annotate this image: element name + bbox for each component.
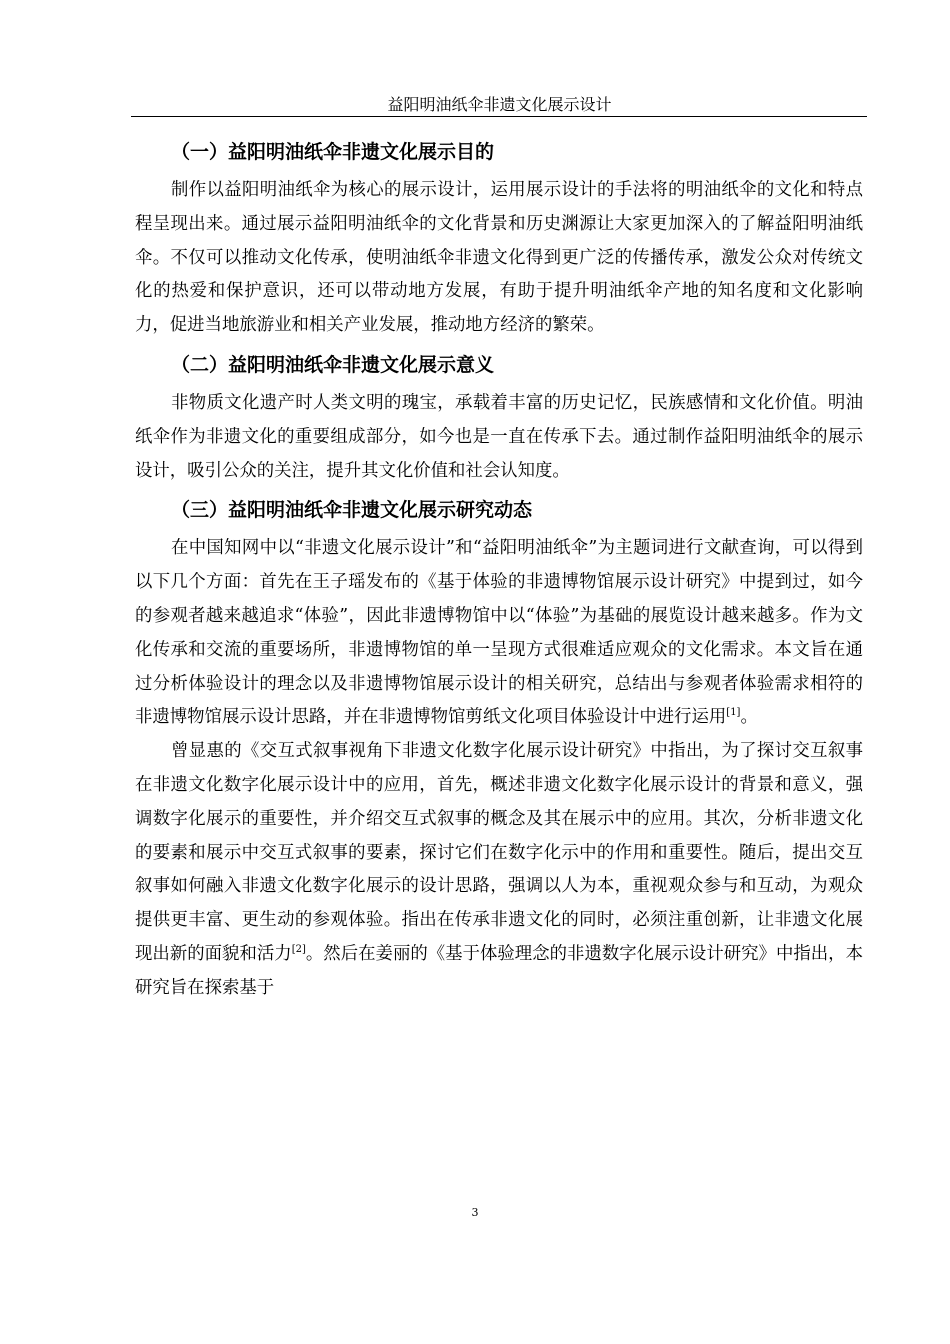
- section-heading-research-status: （三）益阳明油纸伞非遗文化展示研究动态: [171, 499, 533, 522]
- page-number: 3: [471, 1206, 479, 1219]
- paragraph-purpose: 制作以益阳明油纸伞为核心的展示设计，运用展示设计的手法将的明油纸伞的文化和特点程呈现出来。通过展示益阳明油纸伞的文化背景和历史渊源让大家更加深入的了解益阳明油纸伞。不仅可以推动文化传承，使明油纸伞非遗文化得到更广泛的传播传承，激发公众对传统文化的热爱和保护意识，还可以带动地方发展，有助于提升明油纸伞产地的知名度和文化影响力，促进当地旅游业和相关产业发展，推动地方经济的繁荣。: [135, 180, 863, 336]
- paragraph-research-2: [135, 735, 863, 1005]
- paragraph-research-1: [135, 532, 863, 735]
- body-text: [135, 130, 863, 1006]
- paragraph-research-2-text: 曾显惠的《交互式叙事视角下非遗文化数字化展示设计研究》中指出，为了探讨交互叙事在非遗文化数字化展示设计中的应用，首先，概述非遗文化数字化展示设计的背景和意义，强调数字化展示的重要性，并介绍交互式叙事的概念及其在展示中的应用。其次，分析非遗文化的要素和展示中交互式叙事的要素，探讨它们在数字化示中的作用和重要性。随后，提出交互叙事如何融入非遗文化数字化展示的设计思路，强调以人为本，重视观众参与和互动，为观众提供更丰富、更生动的参观体验。指出在传承非遗文化的同时，必须注重创新，让非遗文化展现出新的面貌和活力: [135, 741, 863, 964]
- paragraph-research-2-tail: 。然后在姜丽的《基于体验理念的非遗数字化展示设计研究》中指出，本研究旨在探索基于: [135, 943, 863, 998]
- citation-1: [1]: [726, 707, 741, 719]
- paragraph-significance: 非物质文化遗产时人类文明的瑰宝，承载着丰富的历史记忆，民族感情和文化价值。明油纸伞作为非遗文化的重要组成部分，如今也是一直在传承下去。通过制作益阳明油纸伞的展示设计，吸引公众的关注，提升其文化价值和社会认知度。: [135, 392, 863, 481]
- section-heading-purpose: （一）益阳明油纸伞非遗文化展示目的: [171, 141, 495, 163]
- section-heading-significance: （二）益阳明油纸伞非遗文化展示意义: [171, 353, 495, 376]
- paragraph-research-1-text: 在中国知网中以“非遗文化展示设计”和“益阳明油纸伞”为主题词进行文献查询，可以得到以下几个方面：首先在王子瑶发布的《基于体验的非遗博物馆展示设计研究》中提到过，如今的参观者越来越追求“体验”，因此非遗博物馆中以“体验”为基础的展览设计越来越多。作为文化传承和交流的重要场所，非遗博物馆的单一呈现方式很难适应观众的文化需求。本文旨在通过分析体验设计的理念以及非遗博物馆展示设计的相关研究，总结出与参观者体验需求相符的非遗博物馆展示设计思路，并在非遗博物馆剪纸文化项目体验设计中进行运用: [135, 538, 863, 728]
- paragraph-research-1-tail: 。: [740, 707, 758, 728]
- running-header: 益阳明油纸伞非遗文化展示设计: [387, 95, 612, 114]
- citation-2: [2]: [291, 944, 306, 956]
- header-rule: [131, 116, 867, 117]
